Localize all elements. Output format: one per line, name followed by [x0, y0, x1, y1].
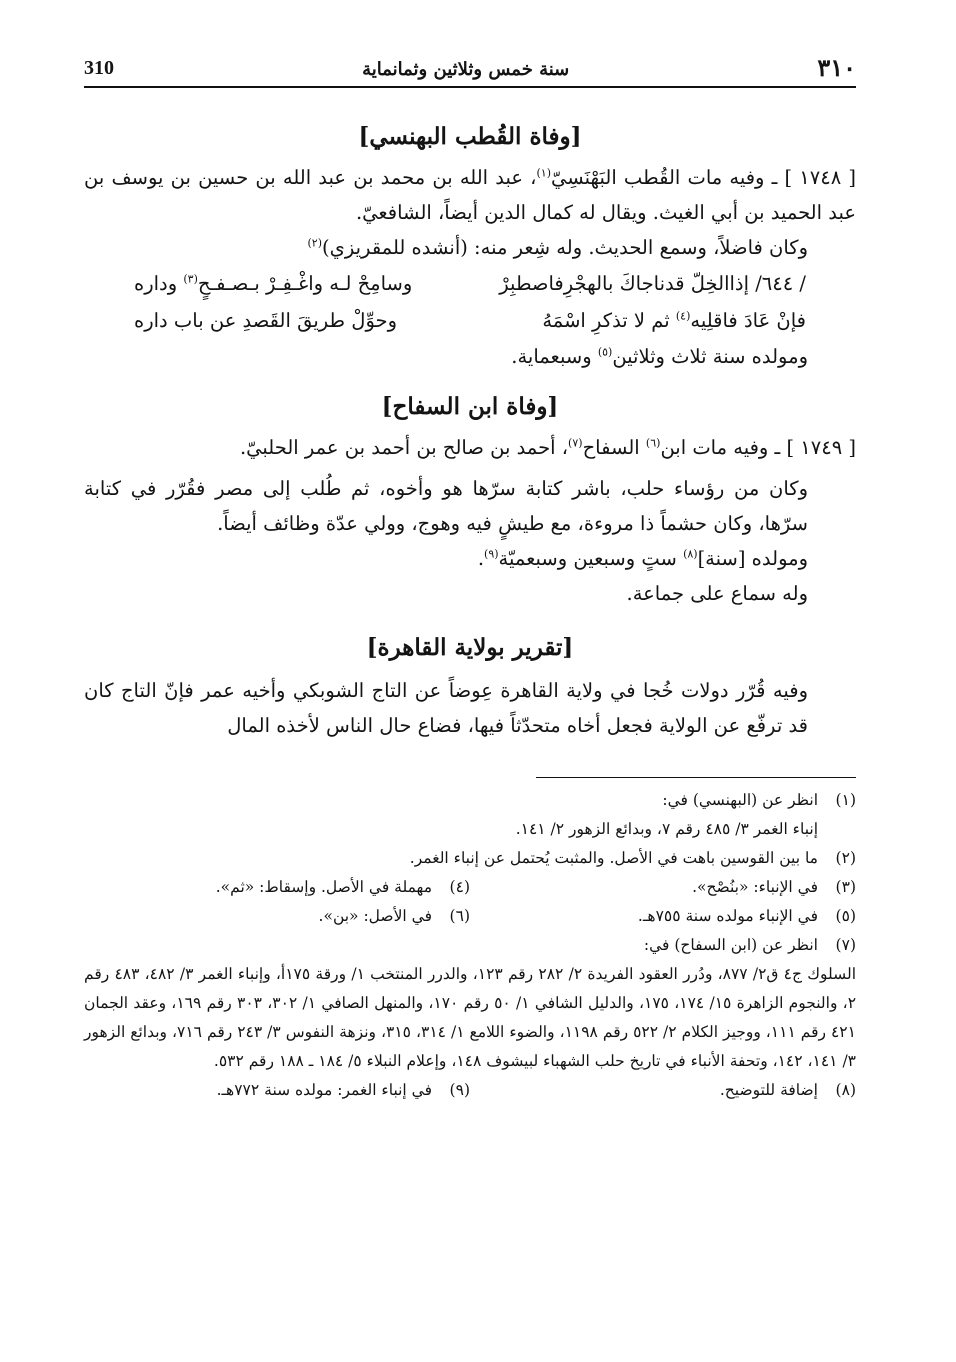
entry-text: السفاح — [582, 436, 646, 459]
footnote — [84, 902, 470, 931]
footnote-pair — [84, 873, 856, 902]
page-header — [84, 44, 856, 88]
paragraph-text: ومولده سنة ثلاث وثلاثين — [612, 345, 808, 368]
footnote-ref: (١) — [536, 166, 551, 180]
verse-line — [134, 302, 806, 339]
footnote-ref: (٥) — [597, 345, 613, 359]
footnote-sources: السلوك ج٤ ق٢/ ٨٧٧، ودُرر العقود الفريدة ٢/ ٢٨٢ رقم ١٢٣، والدرر المنتخب ١/ ورقة ١٧٥أ، وإنباء الغمر ٣/ ٤٨٢، ٤٨٣ رقم ٢، والنجوم الزاهرة ١٥/ ١٧٤، ١٧٥، والدليل الشافي ١/ ٥٠ رقم ١٧٠، والمنهل الصافي ١/ ٣٠٢، ٣٠٣ رقم ١٦٩، وعقد الجمان ٤٢١ رقم ١١١، ووجيز الكلام ٢/ ٥٢٢ رقم ١١٩٨، والضوء اللامع ١/ ٣١٤، ٣١٥، ونزهة النفوس ٣/ ٢٤٣ رقم ٧١٦، وبدائع الزهور ٣/ ١٤١، ١٤٢، وتحفة الأنباء في تاريخ حلب الشهباء لبيشوف ١٤٨، وإعلام النبلاء ٥/ ١٨٤ ـ ١٨٨ رقم ٥٣٢. — [84, 965, 857, 1070]
entry-text: ـ وفيه مات القُطب البَهْنَسِيّ — [551, 166, 785, 189]
footnote — [84, 844, 856, 873]
footnote — [470, 902, 856, 931]
footnote-text: في إنباء الغمر: مولده سنة ٧٧٢هـ. — [216, 1081, 432, 1099]
footnote-text: إضافة للتوضيح. — [719, 1081, 818, 1099]
footnote-ref: (٨) — [683, 547, 698, 561]
page-number-latin: 310 — [84, 57, 115, 79]
footnote-line: انظر عن (البهنسي) في: — [662, 791, 818, 809]
verse-text: ثم لا تذكرِ اسْمَهُ — [542, 309, 676, 332]
verse-line — [134, 265, 806, 302]
footnote-line: إنباء الغمر ٣/ ٤٨٥ رقم ٧، وبدائع الزهور ٢/ ١٤١. — [515, 820, 818, 838]
footnote-marker: (٤) — [449, 878, 470, 896]
section-title-ibn-saffah: [وفاة ابن السفاح] — [381, 393, 559, 420]
running-title: سنة خمس وثلاثين وثمانماية — [362, 59, 570, 80]
footnotes — [84, 786, 856, 1105]
footnote-marker: (٩) — [449, 1081, 470, 1099]
footnote-ref: (٧) — [568, 436, 583, 450]
hearing-note: وله سماع على جماعة. — [626, 582, 808, 605]
footnote-marker: (٥) — [835, 907, 856, 925]
footnote-marker: (٨) — [835, 1081, 856, 1099]
entry-1749-paragraph — [84, 430, 856, 465]
verse-text: فإنْ عَادَ فاقلِيه — [690, 309, 806, 332]
governorship-paragraph: وفيه قُرّر دولات خُجا في ولاية القاهرة عِوضاً عن التاج الشوبكي وأخيه عمر فإنّ التاج كان قد ترفّع عن الولاية فجعل أخاه متحدّثاً فيها، فضاع حال الناس لأخذه المال — [84, 679, 808, 737]
paragraph-text: وسبعماية. — [511, 345, 598, 368]
footnote — [84, 931, 856, 960]
entry-text: ، أحمد بن صالح بن أحمد بن عمر الحلبيّ. — [239, 436, 569, 459]
footnote-ref: (٩) — [484, 547, 499, 561]
verse-first-hemistich — [483, 302, 806, 339]
footnote — [84, 1076, 470, 1105]
poetry-intro — [84, 230, 856, 265]
entry-text: ، عبد الله بن محمد بن عبد الله بن حسين بن يوسف بن عبد الحميد بن أبي الغيث. ويقال له كمال الدين أيضاً، الشافعيّ. — [84, 166, 856, 224]
book-page — [84, 44, 856, 1105]
footnote-ref: (٢) — [307, 236, 322, 250]
footnote-ref: (٣) — [183, 272, 198, 286]
page-number-arabic: ٣١٠ — [817, 53, 856, 82]
footnote-marker: (٢) — [835, 849, 856, 867]
footnote — [84, 786, 856, 844]
footnote — [470, 873, 856, 902]
footnote-ref: (٦) — [645, 436, 661, 450]
footnote — [470, 1076, 856, 1105]
footnote-text: انظر عن (ابن السفاح) في: — [643, 936, 818, 954]
verse-first-hemistich — [483, 265, 806, 302]
footnote-text: ما بين القوسين باهت في الأصل. والمثبت يُحتمل عن إنباء الغمر. — [409, 849, 818, 867]
birth-note — [84, 339, 856, 374]
footnote-text: مهملة في الأصل. وإسقاط: «ثم». — [215, 878, 432, 896]
verse-second-hemistich — [134, 265, 457, 302]
biography-paragraph: وكان من رؤساء حلب، باشر كتابة سرّها هو وأخوه، ثم طُلب إلى مصر فقُرّر في كتابة سرّها، وكان حشماً ذا مروءة، مع طيشٍ فيه وهوج، وولي عدّة وظائف أيضاً. — [84, 477, 808, 535]
paragraph-text: ومولده [سنة] — [697, 547, 808, 570]
footnote-text: في الإنباء: «بنُصْح». — [692, 878, 818, 896]
verse-second-hemistich — [134, 302, 457, 339]
section-title-cairo-governorship: [تقرير بولاية القاهرة] — [366, 634, 574, 661]
footnote-marker: (٣) — [835, 878, 856, 896]
verse-text: وداره — [134, 272, 184, 295]
paragraph-text: وكان فاضلاً، وسمع الحديث. وله شِعر منه: (أنشده للمقريزي) — [322, 236, 808, 259]
footnote-marker: (٧) — [835, 936, 856, 954]
poem — [84, 265, 856, 339]
paragraph-text: ستٍ وسبعين وسبعميّة — [498, 547, 684, 570]
entry-number: [ ١٧٤٨ ] — [784, 166, 856, 189]
footnote-pair — [84, 902, 856, 931]
footnote-text — [84, 786, 818, 844]
footnote-marker: (١) — [835, 791, 856, 809]
footnote-ref: (٤) — [675, 309, 691, 323]
verse-text: وسامِحْ لـه واغْـفِـرْ بـصـفـحٍ — [197, 272, 413, 295]
section-title-bahnasi: [وفاة القُطب البهنسي] — [358, 123, 582, 150]
footnote-text: في الأصل: «بن». — [318, 907, 432, 925]
verse-text: وحوِّلْ طريقَ القَصدِ عن باب داره — [134, 309, 397, 332]
entry-1748-paragraph — [84, 160, 856, 230]
birth-note — [84, 541, 856, 576]
footnote-pair — [84, 1076, 856, 1105]
footnote-text: في الإنباء مولده سنة ٧٥٥هـ. — [637, 907, 818, 925]
entry-number: [ ١٧٤٩ ] — [786, 436, 856, 459]
entry-text: ـ وفيه مات ابن — [660, 436, 787, 459]
footnote — [84, 873, 470, 902]
paragraph-text: . — [477, 547, 485, 570]
footnote-separator — [536, 777, 856, 778]
verse-text: / ٦٤٤/ إذاالخِلّ قدناجاكَ بالهجْرِفاصطبِرْ — [499, 272, 806, 295]
footnote-marker: (٦) — [449, 907, 470, 925]
